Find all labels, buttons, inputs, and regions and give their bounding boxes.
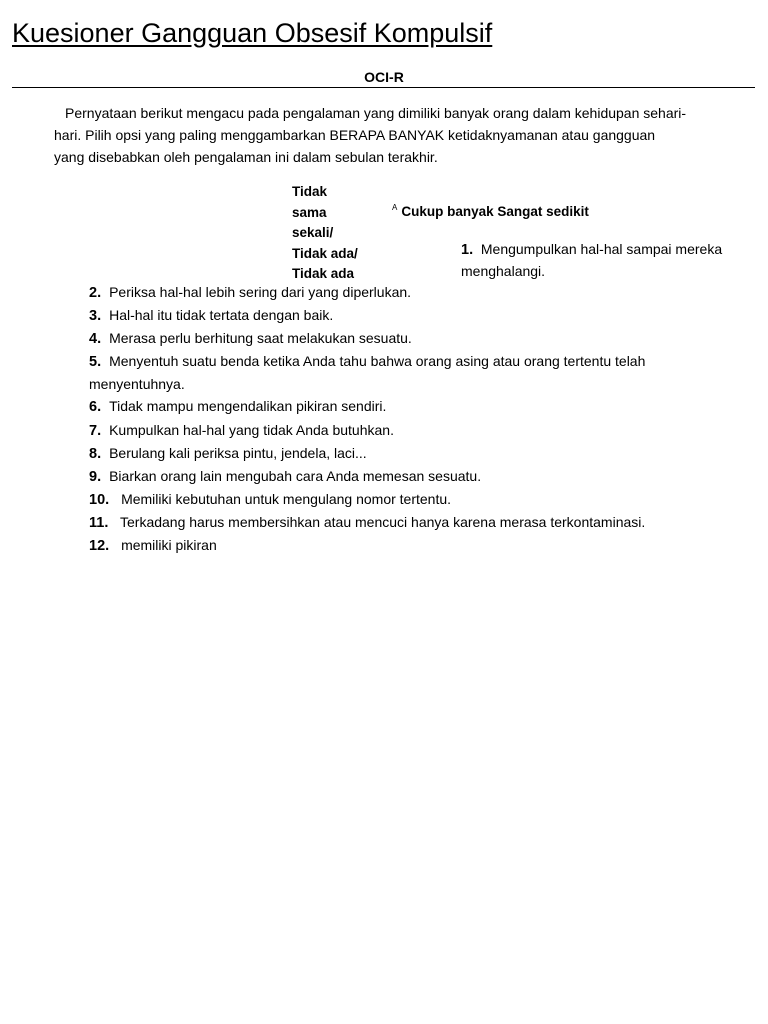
question-item-11 xyxy=(89,511,645,534)
question-text: Memiliki kebutuhan untuk mengulang nomor tertentu. xyxy=(121,490,452,507)
question-text: Tidak mampu mengendalikan pikiran sendiri. xyxy=(109,398,387,415)
question-number: 4. xyxy=(89,331,102,348)
question-text: menyentuhnya. xyxy=(89,376,185,393)
intro-paragraph xyxy=(54,102,754,168)
question-text: Berulang kali periksa pintu, jendela, laci... xyxy=(109,444,367,461)
question-item-8 xyxy=(89,442,645,465)
question-item-5-continued xyxy=(89,373,645,395)
question-text: Kumpulkan hal-hal yang tidak Anda butuhkan. xyxy=(109,421,394,438)
question-text: Menyentuh suatu benda ketika Anda tahu bahwa orang asing atau orang tertentu telah xyxy=(109,353,646,370)
question-text: Merasa perlu berhitung saat melakukan sesuatu. xyxy=(109,330,412,347)
question-text: Biarkan orang lain mengubah cara Anda memesan sesuatu. xyxy=(109,467,482,484)
question-list xyxy=(89,281,645,557)
question-number: 7. xyxy=(89,422,102,439)
question-number: 1. xyxy=(461,242,474,258)
column-header-rating-label: Cukup banyak Sangat sedikit xyxy=(401,204,589,219)
question-text: menghalangi. xyxy=(461,263,546,279)
question-number: 12. xyxy=(89,538,110,555)
question-item-12 xyxy=(89,534,645,557)
column-header-rating xyxy=(392,198,589,223)
question-number: 2. xyxy=(89,285,102,301)
title-divider xyxy=(12,87,755,88)
column-header-none xyxy=(292,182,392,281)
question-item-9 xyxy=(89,465,645,488)
question-number: 8. xyxy=(89,445,102,462)
question-number: 5. xyxy=(89,354,102,371)
column-header-none-line: Tidak ada/ xyxy=(292,245,358,261)
intro-line-2: hari. Pilih opsi yang paling menggambarkan BERAPA BANYAK ketidaknyamanan atau gangguan xyxy=(54,127,656,143)
document-subtitle: OCI-R xyxy=(364,69,404,85)
column-header-none-line: Tidak ada xyxy=(292,266,355,281)
column-header-none-line: Tidak xyxy=(292,184,328,199)
question-item-5 xyxy=(89,350,645,373)
document-title: Kuesioner Gangguan Obsesif Kompulsif xyxy=(12,18,493,48)
question-number: 3. xyxy=(89,308,102,325)
question-number: 6. xyxy=(89,399,102,416)
question-item-1-continued xyxy=(461,260,545,282)
intro-line-3: yang disebabkan oleh pengalaman ini dalam sebulan terakhir. xyxy=(54,149,438,165)
question-text: Terkadang harus membersihkan atau mencuci hanya karena merasa terkontaminasi. xyxy=(120,513,646,530)
question-text: Periksa hal-hal lebih sering dari yang diperlukan. xyxy=(109,284,412,300)
question-item-2 xyxy=(89,281,645,304)
question-item-4 xyxy=(89,327,645,350)
question-text: Mengumpulkan hal-hal sampai mereka xyxy=(480,241,723,257)
question-text: Hal-hal itu tidak tertata dengan baik. xyxy=(109,307,334,324)
question-item-3 xyxy=(89,304,645,327)
question-number: 10. xyxy=(89,491,110,508)
question-text: memiliki pikiran xyxy=(121,537,217,554)
question-number: 9. xyxy=(89,468,102,485)
column-header-none-line: sama xyxy=(292,204,327,220)
question-item-6 xyxy=(89,395,645,418)
question-item-1 xyxy=(461,238,722,261)
intro-line-1: Pernyataan berikut mengacu pada pengalaman yang dimiliki banyak orang dalam kehidupan sehari- xyxy=(65,105,687,121)
column-header-none-line: sekali/ xyxy=(292,225,334,240)
question-number: 11. xyxy=(89,514,109,531)
question-item-10 xyxy=(89,488,645,511)
column-header-rating-prefix: A xyxy=(392,203,398,212)
question-item-7 xyxy=(89,419,645,442)
